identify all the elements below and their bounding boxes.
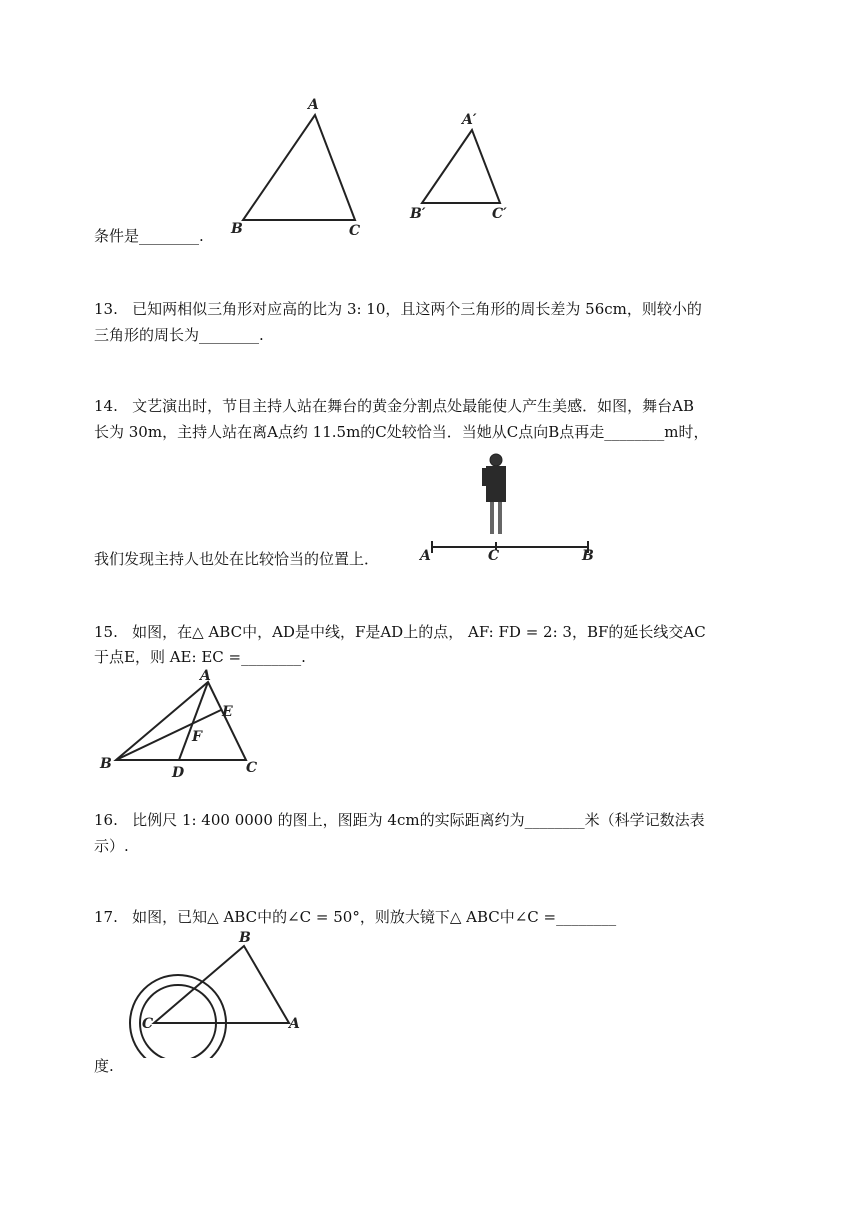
- q15-number: 15.: [94, 623, 118, 641]
- q16-line1: [94, 810, 705, 830]
- q14-line3: 我们发现主持人也处在比较恰当的位置上．: [94, 550, 380, 568]
- label-c: C: [349, 223, 361, 239]
- q15-line2: 于点E，则 AE: EC =________.: [94, 648, 306, 666]
- q17-line2: 度.: [94, 1057, 114, 1075]
- label-f: F: [192, 729, 202, 745]
- q16-text: 比例尺 1: 400 0000 的图上，图距为 4cm的实际距离约为________米（科学记数法表: [132, 811, 705, 829]
- triangle-abc: [116, 682, 246, 760]
- label-c-prime: C′: [492, 206, 507, 222]
- q17-text: 如图，已知△ ABC中的∠C = 50°，则放大镜下△ ABC中∠C =________: [132, 908, 617, 926]
- label-b: B: [231, 221, 243, 237]
- label-b: B: [100, 756, 112, 772]
- q12-tail-text: 条件是________.: [94, 227, 204, 245]
- label-a: A: [420, 548, 431, 564]
- label-a: A: [308, 97, 319, 113]
- label-a-prime: A′: [462, 112, 477, 128]
- q17-number: 17.: [94, 908, 118, 926]
- q12-figure-right: [400, 108, 525, 233]
- triangle-abc: [243, 115, 355, 220]
- label-c: C: [246, 760, 258, 776]
- label-b: B: [582, 548, 594, 564]
- q13-line2: 三角形的周长为________.: [94, 326, 264, 344]
- segment-be: [116, 710, 221, 760]
- triangle-abc-prime: [422, 130, 500, 203]
- q12-figure-left: [225, 95, 370, 240]
- q16-line2: 示）.: [94, 837, 129, 855]
- label-a: A: [200, 668, 211, 684]
- label-b-prime: B′: [410, 206, 426, 222]
- q14-number: 14.: [94, 397, 118, 415]
- label-a: A: [289, 1016, 300, 1032]
- q14-text: 文艺演出时，节目主持人站在舞台的黄金分割点处最能使人产生美感．如图，舞台AB: [132, 397, 695, 415]
- label-c: C: [142, 1016, 154, 1032]
- label-d: D: [172, 765, 185, 780]
- q14-stage-figure: [418, 450, 598, 565]
- q14-line1: [94, 396, 694, 416]
- q15-text: 如图，在△ ABC中，AD是中线，F是AD上的点， AF: FD = 2: 3，BF的延长线交AC: [132, 623, 706, 641]
- host-person-icon: [482, 454, 506, 534]
- q13-line1: [94, 299, 702, 319]
- label-c: C: [488, 548, 500, 564]
- q17-line1: [94, 907, 616, 927]
- q13-text: 已知两相似三角形对应高的比为 3: 10，且这两个三角形的周长差为 56cm，则较小的: [132, 300, 702, 318]
- q15-triangle-figure: [96, 668, 266, 780]
- q17-magnifier-figure: [124, 928, 314, 1058]
- q13-number: 13.: [94, 300, 118, 318]
- label-e: E: [222, 704, 233, 720]
- q15-line1: [94, 622, 706, 642]
- q16-number: 16.: [94, 811, 118, 829]
- q14-line2: 长为 30m，主持人站在离A点约 11.5m的C处较恰当．当她从C点向B点再走________m时，: [94, 423, 709, 441]
- label-b: B: [239, 930, 251, 946]
